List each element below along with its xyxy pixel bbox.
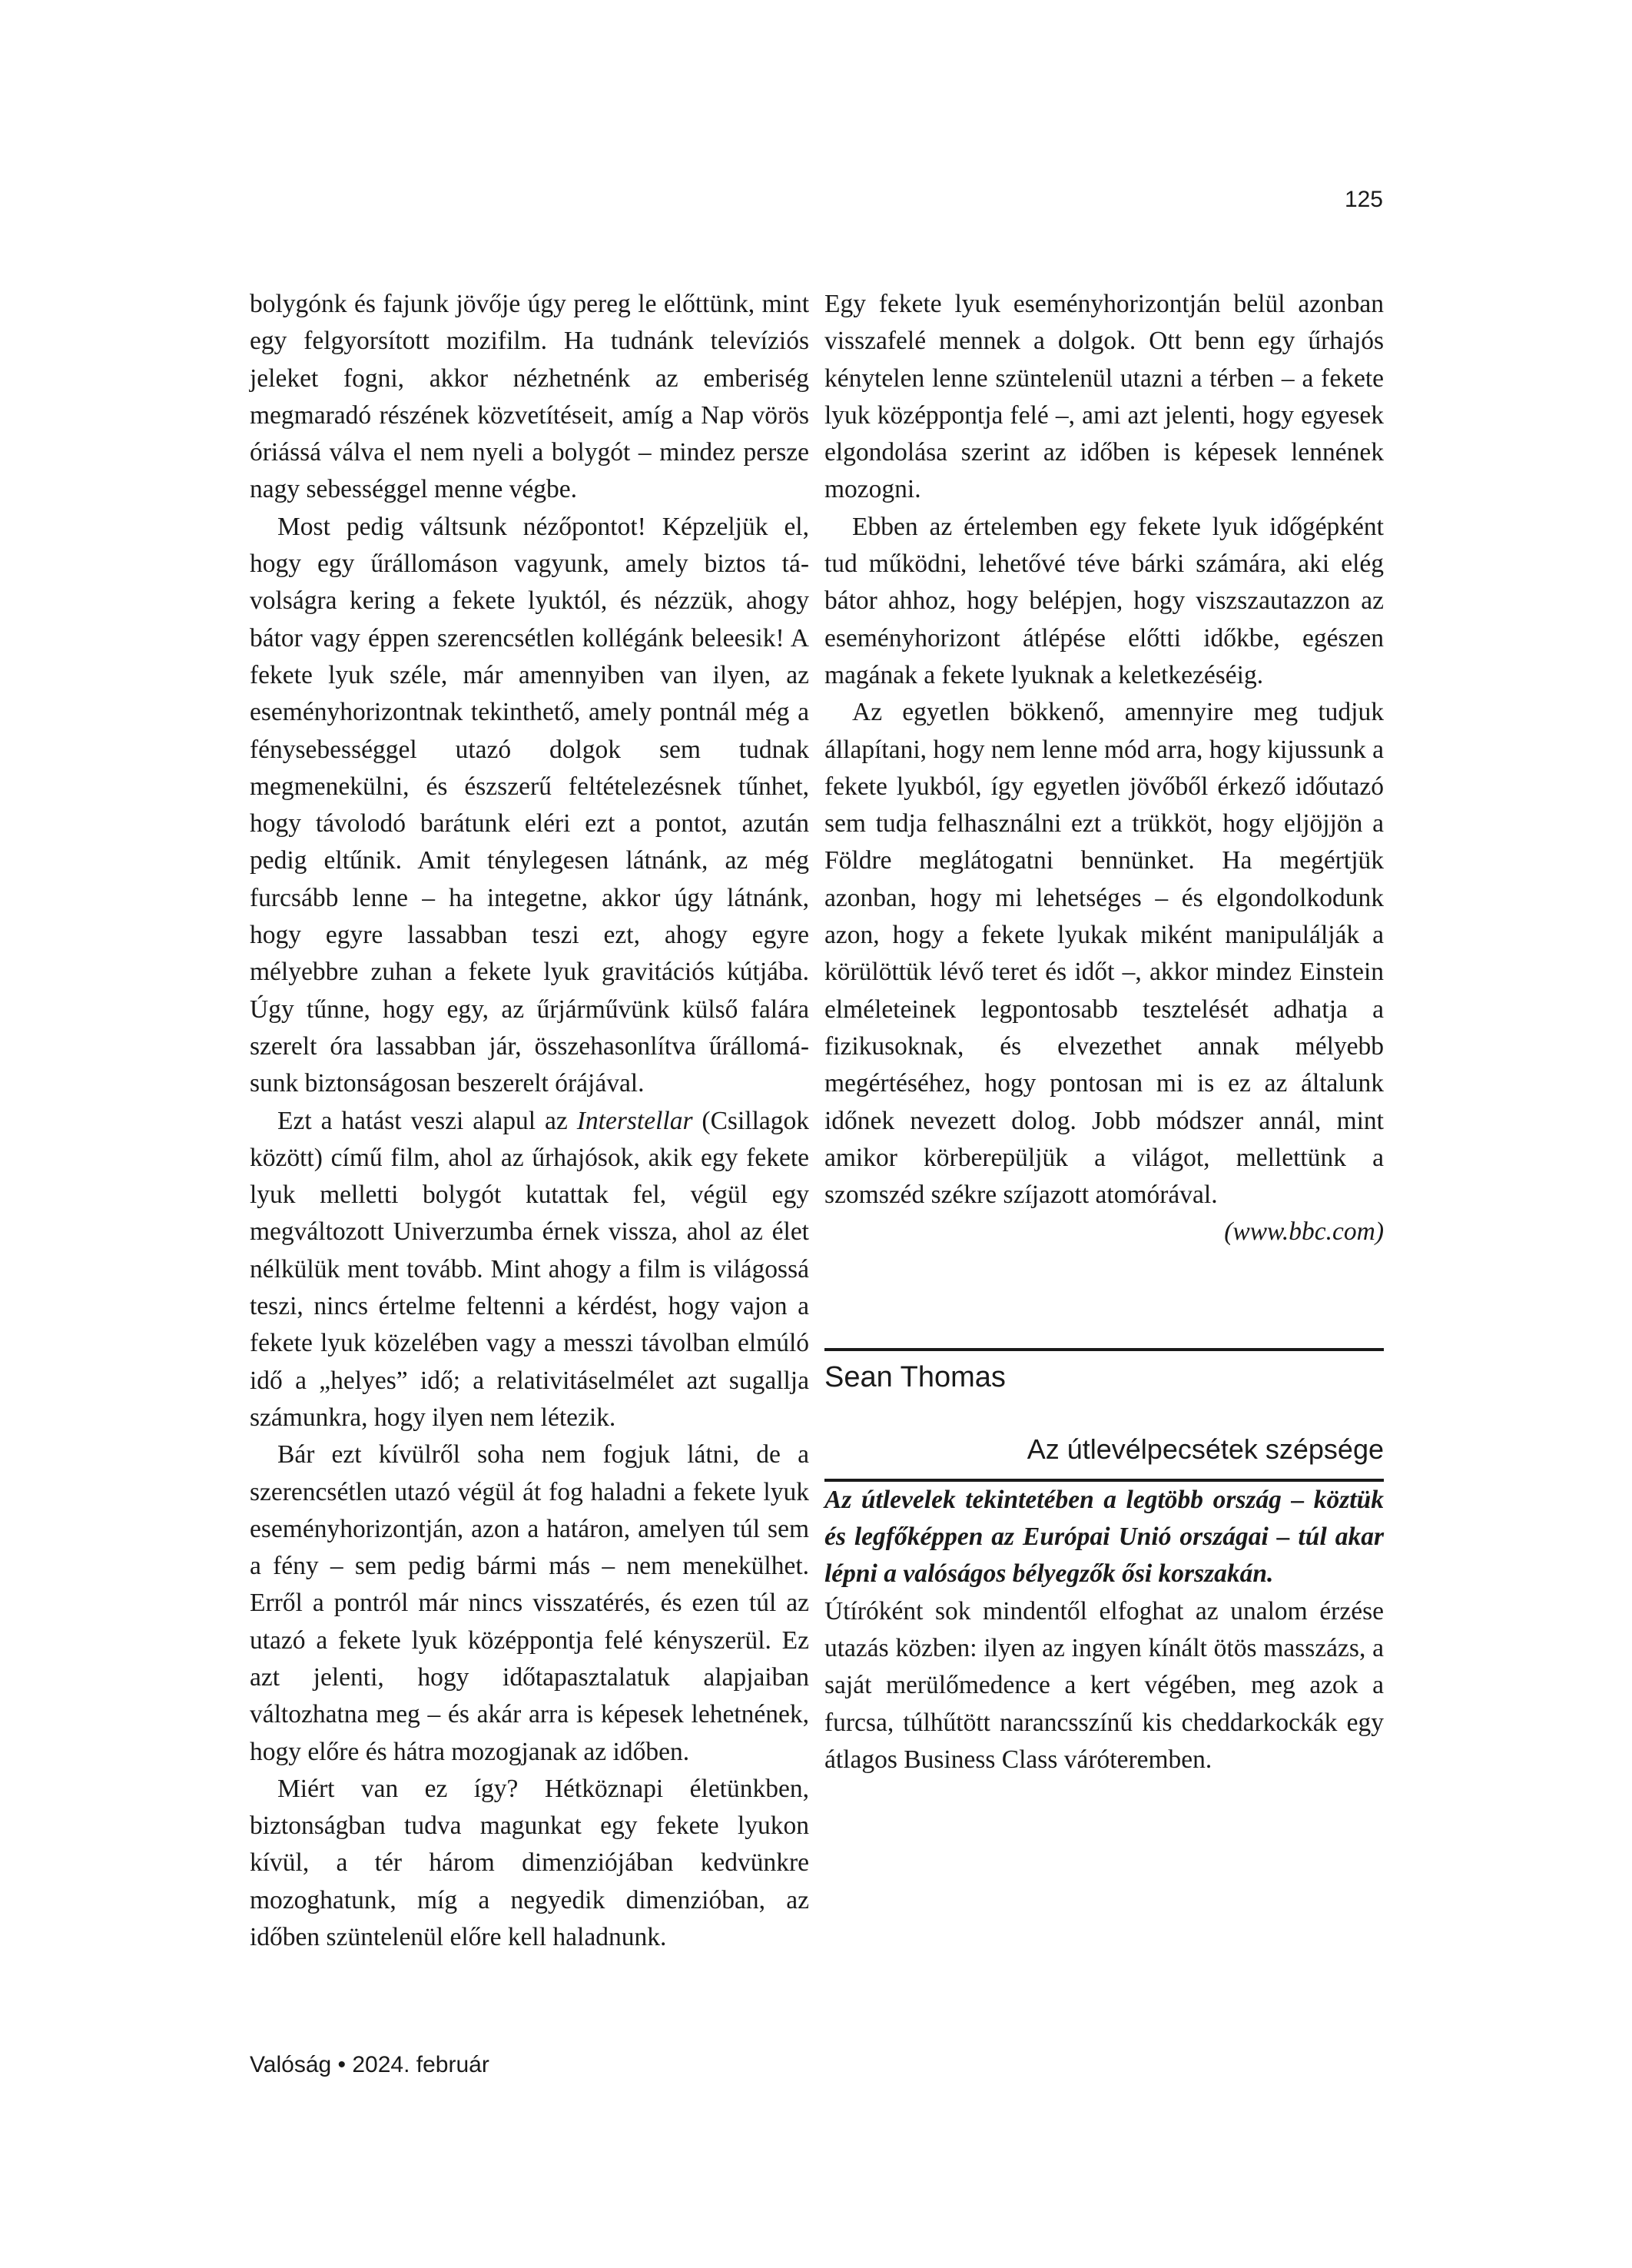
paragraph-text: Ezt a hatást veszi alapul az — [277, 1106, 577, 1135]
film-title: Interstellar — [576, 1106, 693, 1135]
article-divider-top — [824, 1348, 1384, 1351]
paragraph: Most pedig váltsunk nézőpontot! Képzeljük el, hogy egy űrállomáson vagyunk, amely biztos távolságra kering a fekete lyuktól, és nézzük, ahogy bátor vagy éppen szerencsétlen kollégánk beleesik! A fekete lyuk széle, már amennyiben van ilyen, az eseményhorizontnak tekinthető, amely pontnál még a fénysebességgel utazó dolgok sem tudnak megmenekülni, és észszerű feltételezésnek tűnhet, hogy távolodó barátunk eléri ezt a pontot, azután pedig eltűnik. Amit ténylegesen látnánk, az még furcsább lenne – ha integetne, akkor úgy látnánk, hogy egyre lassabban teszi ezt, ahogy egyre mélyebbre zuhan a fekete lyuk gravitációs kútjába. Úgy tűnne, hogy egy, az űrjárművünk külső falára szerelt óra lassabban jár, összehasonlítva űrállomásunk biztonságosan beszerelt órájával. — [250, 512, 809, 1098]
article-body: Útíróként sok mindentől elfoghat az unalom érzése utazás közben: ilyen az ingyen kínált ötös masszázs, a saját merülőmedence a kert végében, meg azok a furcsa, túlhűtött narancsszínű kis cheddarkockák egy átlagos Business Class váróteremben. — [824, 1596, 1384, 1774]
paragraph: Az egyetlen bökkenő, amennyire meg tudjuk állapítani, hogy nem lenne mód arra, hogy kijussunk a fekete lyukból, így egyetlen jövőből érkező időutazó sem tudja felhasználni ezt a trükköt, hogy eljöjjön a Földre meglátogatni bennünket. Ha megértjük azonban, hogy mi lehetséges – és elgondolkodunk azon, hogy a fekete lyukak miként manipulálják a körülöttük lévő teret és időt –, akkor mindez Einstein elméleteinek legpontosabb tesztelését adhatja a fizikusoknak, és elvezethet annak mélyebb megértéséhez, hogy pontosan mi is ez az általunk időnek nevezett dolog. Jobb módszer annál, mint amikor körberepüljük a világot, mellettünk a szomszéd székre szíjazott atomórával. — [824, 698, 1384, 1210]
paragraph: bolygónk és fajunk jövője úgy pereg le előttünk, mint egy felgyorsított mozifilm. Ha tudnánk televíziós jeleket fogni, akkor nézhetnénk az emberiség megmaradó részének közvetítéseit, amíg a Nap vörös óriássá válva el nem nyeli a bolygót – mindez persze nagy sebességgel menne végbe. — [250, 290, 809, 504]
article-title: Az útlevélpecsétek szépsége — [1027, 1433, 1384, 1465]
page-number: 125 — [1344, 187, 1383, 212]
left-column — [250, 286, 809, 1956]
paragraph: Bár ezt kívülről soha nem fogjuk látni, de a szerencsétlen utazó végül át fog haladni a fekete lyuk eseményhorizontján, azon a határon, amelyen túl sem a fény – sem pedig bármi más – nem menekülhet. Erről a pontról már nincs visszatérés, és ezen túl az utazó a fekete lyuk középpontja felé kényszerül. Ez azt jelenti, hogy időtapasztalatuk alapjaiban változhatna meg – és akár arra is képesek lehetnének, hogy előre és hátra mozogjanak az időben. — [250, 1440, 809, 1766]
paragraph: Miért van ez így? Hétköznapi életünkben, biztonságban tudva magunkat egy fekete lyukon kívül, a tér három dimenziójában kedvünkre mozoghatunk, míg a negyedik dimenzióban, az időben szüntelenül előre kell haladnunk. — [250, 1774, 809, 1952]
paragraph: Egy fekete lyuk eseményhorizontján belül azonban visszafelé mennek a dolgok. Ott benn egy űrhajós kénytelen lenne szüntelenül utazni a térben – a fekete lyuk középpontja felé –, ami azt jelenti, hogy egyesek elgondolása szerint az időben is képesek lennének mozogni. — [824, 290, 1384, 504]
article-lead: Az útlevelek tekintetében a legtöbb ország – köztük és legfőképpen az Európai Unió országai – túl akar lépni a valóságos bélyegzők ősi korszakán. — [824, 1485, 1384, 1589]
paragraph-text: (Csillagok között) című film, ahol az űrhajósok, akik egy fekete lyuk melletti bolygót kutattak fel, végül egy megváltozott Univerzumba érnek vissza, ahol az élet nélkülük ment tovább. Mint ahogy a film is világossá teszi, nincs értelme feltenni a kérdést, hogy vajon a fekete lyuk közelében vagy a messzi távolban elmúló idő a „helyes” idő; a relativitáselmélet azt sugallja számunkra, hogy ilyen nem létezik. — [250, 1106, 810, 1432]
source-citation: (www.bbc.com) — [1224, 1217, 1384, 1247]
paragraph: Ebben az értelemben egy fekete lyuk időgépként tud működni, lehetővé téve bárki számára, aki elég bátor ahhoz, hogy belépjen, hogy viszszautazzon az eseményhorizont átlépése előtti időkbe, egészen magának a fekete lyuknak a keletkezéséig. — [824, 512, 1384, 689]
footer-journal-issue: Valóság • 2024. február — [250, 2052, 489, 2077]
article-author: Sean Thomas — [824, 1360, 1006, 1393]
right-column — [824, 286, 1384, 1778]
paragraph-interstellar — [250, 1103, 809, 1437]
